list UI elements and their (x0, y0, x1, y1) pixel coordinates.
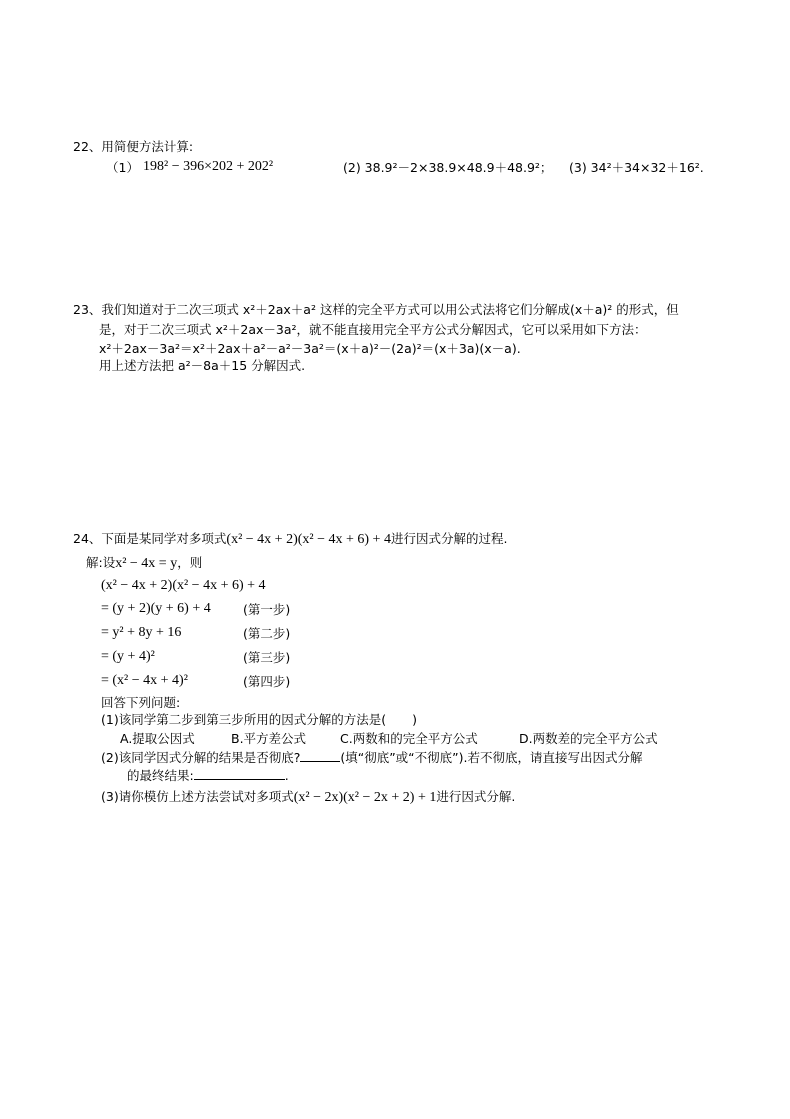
q24-solution-substitution: x² − 4x = y (115, 556, 178, 571)
q23-line1: 23、我们知道对于二次三项式 x²＋2ax＋a² 这样的完全平方式可以用公式法将它们分解成(x＋a)² 的形式，但 (73, 302, 679, 317)
q24-intro-text-b: 进行因式分解的过程. (390, 531, 508, 546)
q24-solution-setup (86, 555, 202, 572)
q24-sub2-answer-blank[interactable] (300, 749, 340, 762)
q24-option-c: C.两数和的完全平方公式 (340, 731, 478, 746)
q24-sub2-end: . (284, 768, 289, 783)
q24-sub2-text-c: 的最终结果: (127, 768, 194, 783)
q24-intro-expression: (x² − 4x + 2)(x² − 4x + 6) + 4 (226, 532, 391, 547)
q24-step3: = (y + 4)² (101, 649, 155, 664)
q24-step0: (x² − 4x + 2)(x² − 4x + 6) + 4 (101, 578, 266, 593)
q22-part1-expression: 198² − 396×202 + 202² (143, 159, 274, 174)
q24-step2-tag: (第二步) (243, 626, 291, 641)
q24-sub3-text-a: (3)请你模仿上述方法尝试对多项式 (101, 789, 294, 804)
q23-line4: 用上述方法把 a²－8a＋15 分解因式. (99, 358, 306, 373)
q24-sub1-text: (1)该同学第二步到第三步所用的因式分解的方法是( (101, 712, 387, 727)
q23-line3: x²＋2ax－3a²＝x²＋2ax＋a²－a²－3a²＝(x＋a)²－(2a)²＝(x＋3a)(x－a). (99, 341, 521, 356)
q22-title: 22、用简便方法计算: (73, 139, 194, 154)
q24-step2: = y² + 8y + 16 (101, 625, 182, 640)
q24-option-a: A.提取公因式 (120, 731, 195, 746)
q24-intro (73, 531, 507, 548)
q22-part3: (3) 34²＋34×32＋16². (569, 160, 704, 175)
q24-sub1 (101, 712, 417, 728)
q24-step1-tag: (第一步) (243, 602, 291, 617)
q24-sub3-expression: (x² − 2x)(x² − 2x + 2) + 1 (293, 790, 437, 805)
q24-option-b: B.平方差公式 (231, 731, 307, 746)
q23-line2: 是，对于二次三项式 x²＋2ax－3a²，就不能直接用完全平方公式分解因式，它可以采用如下方法： (99, 322, 647, 337)
q22-part2: (2) 38.9²－2×38.9×48.9＋48.9²； (343, 160, 553, 175)
q24-sub1-close: ) (412, 712, 417, 727)
q24-sub2-result-blank[interactable] (194, 767, 285, 780)
q24-step3-tag: (第三步) (243, 650, 291, 665)
q24-sub2-text-a: (2)该同学因式分解的结果是否彻底? (101, 750, 301, 765)
q22-part1-label: （1） (106, 160, 139, 175)
q24-solution-text-b: ，则 (177, 555, 203, 570)
q24-intro-text-a: 24、下面是某同学对多项式 (73, 531, 227, 546)
q24-step4: = (x² − 4x + 4)² (101, 673, 188, 688)
q24-step4-tag: (第四步) (243, 674, 291, 689)
q24-option-d: D.两数差的完全平方公式 (519, 731, 658, 746)
q24-answer-title: 回答下列问题: (101, 695, 181, 710)
q24-sub3-text-b: 进行因式分解. (436, 789, 516, 804)
q24-sub2 (101, 749, 642, 766)
q24-solution-text-a: 解:设 (86, 555, 116, 570)
q24-sub2-text-b: (填“彻底”或“不彻底”).若不彻底，请直接写出因式分解 (340, 750, 643, 765)
q24-sub2-result (127, 767, 289, 784)
q24-sub3 (101, 789, 515, 806)
q24-step1: = (y + 2)(y + 6) + 4 (101, 601, 211, 616)
